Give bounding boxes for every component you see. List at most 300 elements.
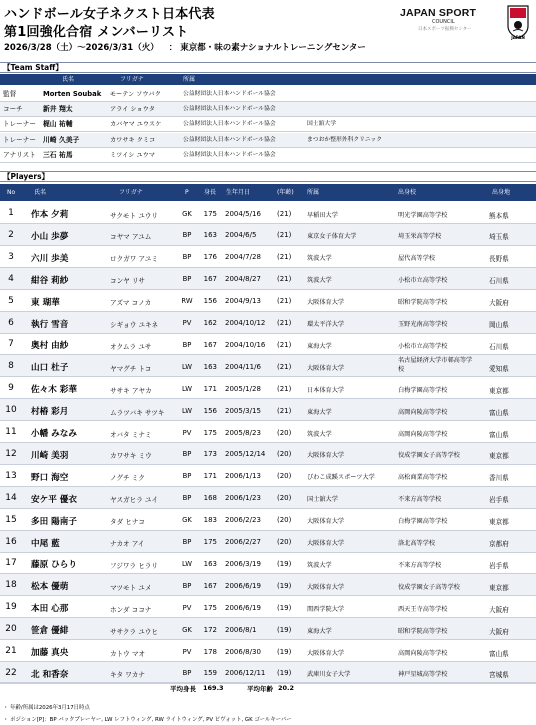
player-height: 163: [203, 559, 217, 568]
player-number: 13: [5, 470, 17, 481]
player-affiliation: 筑波大学: [307, 277, 332, 285]
player-kana: フジワラ ヒラリ: [110, 561, 158, 570]
player-height: 172: [203, 625, 217, 634]
player-kana: マツモト ユメ: [110, 583, 152, 592]
player-name: 藤原 ひらり: [31, 560, 77, 571]
player-number: 19: [5, 602, 17, 613]
player-affiliation: 武庫川女子大学: [307, 671, 351, 679]
player-position: RW: [181, 297, 193, 306]
player-age: (21): [277, 384, 292, 393]
player-prefecture: 香川県: [489, 474, 509, 483]
staff-header-name: 氏名: [62, 76, 75, 83]
player-position: PV: [182, 647, 192, 656]
avg-age-value: 20.2: [278, 684, 295, 692]
player-position: BP: [182, 669, 192, 678]
player-height: 167: [203, 275, 217, 284]
player-birthdate: 2006/2/23: [225, 516, 261, 525]
player-height: 156: [203, 297, 217, 306]
player-height: 175: [203, 538, 217, 546]
player-row: [0, 640, 536, 662]
player-position: LW: [182, 406, 192, 415]
player-name: 安ケ平 優衣: [31, 494, 77, 505]
player-birthdate: 2005/1/28: [225, 384, 261, 393]
player-number: 22: [5, 667, 17, 678]
player-prefecture: 東京都: [489, 518, 509, 527]
player-kana: ナカオ アイ: [110, 540, 145, 548]
staff-affiliation-2: 国士舘大学: [307, 121, 336, 128]
players-section-label: 【Players】: [0, 171, 536, 182]
player-name: 小山 歩夢: [31, 231, 69, 242]
logo-wordmark: JAPAN SPORT: [400, 7, 477, 19]
player-height: 168: [203, 494, 217, 503]
players-table-header: [0, 184, 536, 201]
player-row: [0, 552, 536, 574]
staff-table-header: [0, 74, 536, 85]
player-school: 不来方高等学校: [398, 561, 442, 569]
note-positions: ・ ポジション[P]：BP バックプレーヤー, LW レフトウィング, RW ライトウィング, PV ピヴォット, GK ゴールキーパー: [3, 717, 292, 723]
player-school: 高岡向陵高等学校: [398, 408, 448, 416]
player-kana: ホンダ ココナ: [110, 605, 152, 614]
player-name: 佐々木 彩華: [31, 385, 77, 396]
player-age: (21): [277, 362, 292, 371]
player-age: (21): [277, 253, 292, 262]
player-age: (21): [277, 340, 292, 349]
player-height: 173: [203, 450, 217, 459]
logo-sub2: 日本スポーツ振興センター: [418, 27, 472, 32]
player-number: 14: [5, 492, 17, 503]
player-position: LW: [182, 384, 192, 393]
player-school: 西天王寺高等学校: [398, 605, 448, 613]
player-height: 171: [203, 472, 217, 481]
player-prefecture: 東京都: [489, 386, 509, 395]
player-affiliation: 大阪体育大学: [307, 518, 345, 526]
player-school: 小松市立高等学校: [398, 277, 448, 285]
player-affiliation: 大阪体育大学: [307, 364, 345, 372]
player-height: 175: [203, 428, 217, 437]
player-kana: カトウ マオ: [110, 649, 146, 658]
player-birthdate: 2004/8/27: [225, 275, 261, 284]
player-row: [0, 355, 536, 377]
staff-role: トレーナー: [3, 120, 36, 129]
player-affiliation: 国士舘大学: [307, 496, 338, 504]
player-prefecture: 大阪府: [489, 627, 509, 636]
player-name: 笹倉 優緋: [31, 626, 69, 637]
player-number: 5: [8, 295, 14, 306]
player-affiliation: 大阪体育大学: [307, 649, 345, 657]
player-school: 玉野光南高等学校: [398, 321, 448, 328]
player-name: 村椿 彩月: [31, 407, 69, 418]
staff-name: 三石 祐馬: [43, 150, 73, 159]
player-school: 高岡向陵高等学校: [398, 649, 448, 657]
player-school: 屋代高等学校: [398, 255, 436, 263]
player-name: 山口 杜子: [31, 363, 69, 374]
players-header-no: No: [7, 189, 16, 196]
player-prefecture: 埼玉県: [489, 233, 509, 242]
player-birthdate: 2004/10/16: [225, 340, 266, 349]
staff-row: [0, 117, 536, 132]
player-height: 167: [203, 340, 217, 349]
player-age: (21): [277, 275, 292, 284]
player-age: (19): [277, 603, 292, 612]
player-prefecture: 東京都: [489, 452, 509, 461]
staff-name: Morten Soubak: [43, 90, 102, 98]
player-affiliation: 筑波大学: [307, 561, 332, 569]
player-birthdate: 2005/12/14: [225, 450, 266, 459]
player-row: [0, 290, 536, 312]
avg-age-label: 平均年齢: [247, 685, 273, 693]
staff-row: [0, 87, 536, 102]
player-row: [0, 268, 536, 290]
player-birthdate: 2005/8/23: [225, 428, 261, 437]
player-row: [0, 202, 536, 224]
player-age: (20): [277, 472, 292, 481]
player-number: 12: [5, 448, 17, 459]
player-position: BP: [182, 450, 192, 459]
player-name: 紺谷 莉紗: [31, 275, 69, 286]
player-affiliation: 筑波大学: [307, 255, 332, 263]
player-number: 15: [5, 514, 17, 525]
player-height: 163: [203, 231, 217, 240]
player-birthdate: 2006/12/11: [225, 669, 266, 678]
player-affiliation: 東海大学: [307, 408, 332, 416]
player-affiliation: 日本体育大学: [307, 386, 345, 394]
player-school: 高岡向陵高等学校: [398, 430, 448, 438]
staff-affiliation-2: まつおか整形外科クリニック: [307, 136, 383, 143]
staff-affiliation: 公益財団法人日本ハンドボール協会: [183, 136, 276, 143]
staff-name: 新井 翔太: [43, 105, 73, 114]
player-number: 17: [5, 558, 17, 569]
player-birthdate: 2006/1/13: [225, 472, 261, 481]
player-school: 白梅学園高等学校: [398, 518, 448, 526]
player-school: 高松商業高等学校: [398, 474, 448, 482]
player-school: 昭和学院高等学校: [398, 627, 448, 635]
player-position: GK: [182, 209, 192, 218]
player-position: BP: [182, 275, 192, 284]
player-number: 10: [5, 405, 17, 416]
player-height: 162: [203, 319, 217, 327]
player-name: 東 瑚華: [31, 297, 60, 308]
player-birthdate: 2006/6/19: [225, 603, 261, 612]
player-row: [0, 618, 536, 640]
staff-kana: モーテン ソウバク: [110, 91, 161, 98]
player-age: (20): [277, 494, 292, 503]
player-prefecture: 岩手県: [489, 561, 509, 570]
player-affiliation: 大阪体育大学: [307, 452, 345, 460]
player-row: [0, 574, 536, 596]
player-school: 明光学園高等学校: [398, 211, 448, 219]
player-height: 167: [203, 581, 217, 590]
player-name: 北 和香奈: [31, 669, 69, 680]
player-position: BP: [182, 494, 192, 503]
logo-sub: COUNCIL: [432, 19, 455, 25]
player-affiliation: 大阪体育大学: [307, 540, 345, 547]
player-row: [0, 596, 536, 618]
player-age: (19): [277, 647, 292, 656]
player-name: 野口 海空: [31, 472, 69, 483]
player-birthdate: 2004/10/12: [225, 319, 266, 327]
player-position: BP: [182, 253, 192, 262]
player-name: 加藤 真央: [31, 648, 69, 658]
player-birthdate: 2004/5/16: [225, 209, 261, 218]
player-prefecture: 愛知県: [489, 364, 509, 373]
staff-affiliation: 公益財団法人日本ハンドボール協会: [183, 91, 276, 97]
player-prefecture: 岡山県: [489, 321, 509, 329]
player-affiliation: 早稲田大学: [307, 211, 338, 219]
player-name: 六川 歩美: [31, 253, 69, 264]
player-prefecture: 石川県: [489, 277, 509, 286]
player-kana: ノグチ ミク: [110, 474, 145, 483]
player-name: 奥村 由紗: [31, 341, 69, 352]
player-age: (20): [277, 450, 292, 459]
player-height: 178: [203, 647, 217, 656]
player-number: 7: [8, 339, 14, 350]
player-height: 176: [203, 253, 217, 262]
camp-dates: 2026/3/28（土）～2026/3/31（火）: [4, 43, 159, 53]
player-school: 小松市立高等学校: [398, 342, 448, 350]
players-header-pref: 出身地: [492, 189, 511, 196]
emblem-label: JAPAN: [511, 35, 525, 40]
document-title: ハンドボール女子ネクスト日本代表: [4, 7, 215, 22]
player-number: 16: [5, 536, 17, 547]
player-position: GK: [182, 516, 192, 525]
player-name: 中尾 藍: [31, 538, 60, 549]
player-height: 163: [203, 362, 217, 371]
player-height: 175: [203, 209, 217, 218]
player-school: 白梅学園高等学校: [398, 386, 448, 394]
player-row: [0, 509, 536, 531]
player-height: 171: [203, 384, 217, 393]
player-position: LW: [182, 559, 192, 568]
players-header-age: (年齢): [277, 189, 294, 196]
player-birthdate: 2006/3/19: [225, 559, 261, 568]
player-number: 21: [5, 646, 17, 656]
player-row: [0, 531, 536, 553]
player-number: 9: [8, 383, 14, 394]
player-prefecture: 富山県: [489, 430, 509, 439]
player-row: [0, 312, 536, 334]
players-header-pos: P: [185, 189, 189, 196]
divider: [0, 682, 536, 683]
player-prefecture: 東京都: [489, 583, 509, 592]
player-row: [0, 333, 536, 355]
player-number: 6: [8, 317, 14, 328]
player-affiliation: 大阪体育大学: [307, 583, 345, 591]
player-affiliation: 東海大学: [307, 627, 332, 635]
player-affiliation: 東海大学: [307, 342, 332, 350]
player-kana: ヤスガヒラ ユイ: [110, 496, 159, 505]
player-prefecture: 石川県: [489, 342, 509, 351]
player-prefecture: 熊本県: [489, 211, 509, 220]
player-kana: アズマ コノカ: [110, 299, 152, 308]
player-school: 佼成学園女子高等学校: [398, 583, 460, 591]
player-kana: カワサキ ミウ: [110, 452, 152, 461]
staff-header-kana: フリガナ: [120, 76, 144, 83]
player-number: 2: [8, 229, 14, 240]
staff-affiliation: 公益財団法人日本ハンドボール協会: [183, 121, 276, 128]
player-name: 作本 夕莉: [31, 210, 69, 220]
player-row: [0, 377, 536, 399]
player-school: 佼成学園女子高等学校: [398, 452, 460, 460]
players-header-name: 氏名: [34, 189, 47, 196]
avg-height-value: 169.3: [203, 684, 224, 692]
players-header-height: 身長: [204, 189, 217, 196]
player-name: 多田 陽南子: [31, 516, 77, 527]
player-birthdate: 2006/6/19: [225, 581, 261, 590]
staff-kana: カバヤマ ユウスケ: [110, 121, 162, 129]
staff-role: 監督: [3, 90, 17, 98]
player-number: 3: [8, 251, 14, 262]
player-height: 159: [203, 669, 217, 678]
player-name: 本田 心那: [31, 604, 69, 615]
player-affiliation: 筑波大学: [307, 430, 332, 438]
player-prefecture: 大阪府: [489, 299, 509, 308]
player-school: 不来方高等学校: [398, 496, 442, 504]
camp-venue: ： 東京都・味の素ナショナルトレーニングセンター: [168, 43, 366, 53]
player-age: (21): [277, 406, 292, 415]
player-age: (21): [277, 231, 292, 240]
jsc-logo: [392, 4, 532, 44]
player-prefecture: 大阪府: [489, 605, 509, 614]
player-name: 松本 優萌: [31, 582, 69, 593]
player-birthdate: 2006/8/30: [225, 647, 261, 656]
player-school: 神戸星城高等学校: [398, 671, 448, 679]
staff-affiliation: 公益財団法人日本ハンドボール協会: [183, 106, 276, 113]
player-prefecture: 富山県: [489, 408, 509, 417]
player-position: GK: [182, 625, 192, 634]
player-kana: ムラツバキ サツキ: [110, 408, 165, 417]
staff-role: アナリスト: [3, 150, 36, 159]
player-prefecture: 京都府: [489, 540, 509, 548]
player-birthdate: 2006/8/1: [225, 625, 257, 634]
staff-row: [0, 148, 536, 163]
player-age: (19): [277, 581, 292, 590]
player-kana: オクムラ ユサ: [110, 342, 152, 351]
staff-row: [0, 102, 536, 117]
staff-affiliation: 公益財団法人日本ハンドボール協会: [183, 151, 276, 158]
player-number: 8: [8, 361, 14, 372]
player-affiliation: びわこ成蹊スポーツ大学: [307, 474, 375, 482]
staff-name: 川崎 久美子: [43, 135, 80, 144]
staff-row: [0, 133, 536, 148]
player-kana: ロクガワ アユミ: [110, 255, 158, 264]
player-height: 156: [203, 406, 217, 415]
players-header-dob: 生年月日: [226, 189, 251, 196]
player-birthdate: 2004/11/6: [225, 362, 261, 371]
camp-info: [4, 41, 366, 53]
player-row: [0, 487, 536, 509]
player-birthdate: 2004/7/28: [225, 253, 261, 262]
player-kana: ササキ アヤカ: [110, 386, 152, 395]
staff-kana: アライ ショウタ: [110, 106, 155, 114]
player-position: LW: [182, 362, 192, 371]
note-age-date: ・ 年齢/所属は2026年3月17日時点: [3, 705, 90, 711]
player-kana: シギョウ ユキネ: [110, 321, 159, 329]
player-kana: タダ ヒナコ: [110, 518, 145, 527]
player-name: 川崎 美羽: [31, 450, 69, 461]
player-birthdate: 2006/1/23: [225, 494, 261, 503]
player-number: 20: [5, 624, 17, 635]
player-row: [0, 421, 536, 443]
player-position: PV: [182, 428, 192, 437]
player-height: 175: [203, 603, 217, 612]
player-position: PV: [182, 603, 192, 612]
player-row: [0, 465, 536, 487]
player-prefecture: 宮城県: [489, 671, 509, 680]
avg-height-label: 平均身長: [170, 685, 196, 693]
player-birthdate: 2004/9/13: [225, 297, 261, 306]
player-birthdate: 2005/3/15: [225, 406, 261, 415]
player-age: (20): [277, 516, 292, 525]
player-age: (20): [277, 538, 292, 546]
player-birthdate: 2004/6/5: [225, 231, 257, 240]
player-school: 名古屋経済大学市邨高等学校: [398, 357, 473, 373]
staff-section-label: 【Team Staff】: [0, 62, 536, 73]
player-row: [0, 662, 536, 684]
staff-kana: カワサキ クミコ: [110, 136, 156, 144]
player-row: [0, 443, 536, 465]
player-age: (21): [277, 319, 292, 327]
player-position: BP: [182, 472, 192, 481]
player-affiliation: 関西学院大学: [307, 605, 345, 613]
staff-role: コーチ: [3, 105, 23, 114]
staff-role: トレーナー: [3, 135, 36, 144]
players-header-school: 出身校: [398, 189, 417, 196]
player-school: 洛北高等学校: [398, 540, 436, 547]
player-prefecture: 岩手県: [489, 496, 509, 505]
player-school: 埼玉栄高等学校: [398, 233, 442, 241]
player-position: BP: [182, 538, 192, 546]
player-age: (21): [277, 209, 292, 218]
player-age: (20): [277, 428, 292, 437]
player-kana: コヤマ アユム: [110, 233, 152, 242]
player-age: (19): [277, 669, 292, 678]
player-position: BP: [182, 340, 192, 349]
player-position: PV: [182, 319, 192, 327]
player-affiliation: 環太平洋大学: [307, 321, 345, 328]
staff-header-aff: 所属: [183, 76, 196, 83]
player-affiliation: 大阪体育大学: [307, 299, 345, 307]
player-number: 18: [5, 580, 17, 591]
player-name: 小幡 みなみ: [31, 429, 77, 439]
staff-kana: ミツイシ ユウマ: [110, 151, 155, 159]
player-kana: サクモト ユウリ: [110, 211, 158, 220]
staff-name: 梶山 祐輔: [43, 120, 73, 129]
player-prefecture: 長野県: [489, 255, 509, 264]
player-birthdate: 2006/2/27: [225, 538, 261, 546]
player-age: (19): [277, 559, 292, 568]
player-kana: キタ ワカナ: [110, 671, 145, 680]
player-name: 執行 雪音: [31, 319, 69, 330]
player-number: 4: [8, 273, 14, 284]
player-row: [0, 224, 536, 246]
player-number: 11: [5, 427, 17, 437]
player-kana: ササクラ ユウヒ: [110, 627, 158, 636]
player-position: BP: [182, 231, 192, 240]
player-age: (21): [277, 297, 292, 306]
player-height: 183: [203, 516, 217, 525]
player-age: (19): [277, 625, 292, 634]
document-subtitle: 第1回強化合宿 メンバーリスト: [4, 25, 189, 40]
player-number: 1: [8, 208, 14, 218]
player-row: [0, 246, 536, 268]
player-affiliation: 東京女子体育大学: [307, 233, 357, 241]
players-header-kana: フリガナ: [119, 189, 143, 196]
player-position: BP: [182, 581, 192, 590]
player-prefecture: 富山県: [489, 649, 509, 658]
players-header-aff: 所属: [307, 189, 320, 196]
player-kana: オバタ ミナミ: [110, 430, 152, 439]
player-kana: コンヤ リサ: [110, 277, 145, 286]
